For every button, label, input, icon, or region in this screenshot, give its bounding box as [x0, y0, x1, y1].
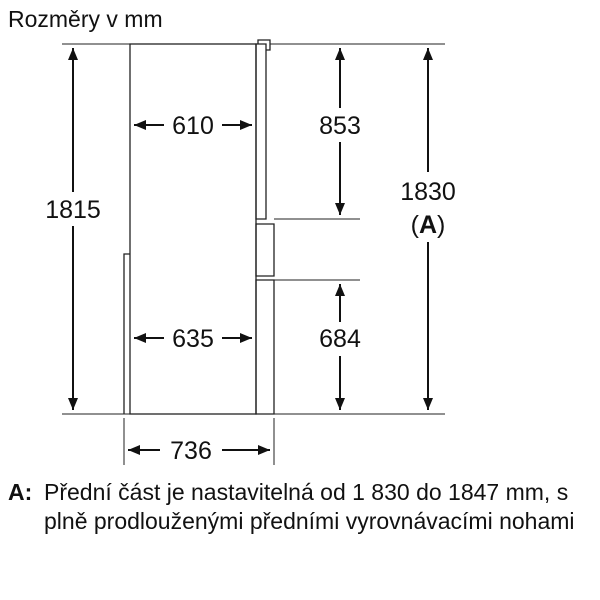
extension-lines	[62, 44, 445, 465]
footnote-key: A:	[8, 479, 33, 505]
label-depth: 736	[170, 437, 212, 465]
rear-step	[124, 254, 130, 414]
middle-drawer	[256, 224, 274, 276]
fridge-outline	[124, 40, 274, 414]
upper-door-top	[258, 40, 270, 50]
upper-door	[256, 44, 266, 219]
label-total-height-ref: (A)	[410, 211, 446, 239]
footnote	[8, 478, 593, 536]
lower-door	[256, 280, 274, 414]
label-upper-section: 853	[319, 112, 361, 140]
label-width-lower: 635	[172, 325, 214, 353]
label-height-left: 1815	[45, 196, 101, 224]
footnote-text: Přední část je nastavitelná od 1 830 do 1847 mm, s plně prodlouženými předními vyrovnávacími nohami	[44, 479, 575, 534]
fridge-body	[130, 44, 256, 414]
label-total-height: 1830	[400, 178, 456, 206]
label-lower-section: 684	[319, 325, 361, 353]
label-width-upper: 610	[172, 112, 214, 140]
dimension-arrows	[73, 48, 428, 450]
diagram-title: Rozměry v mm	[8, 6, 163, 32]
